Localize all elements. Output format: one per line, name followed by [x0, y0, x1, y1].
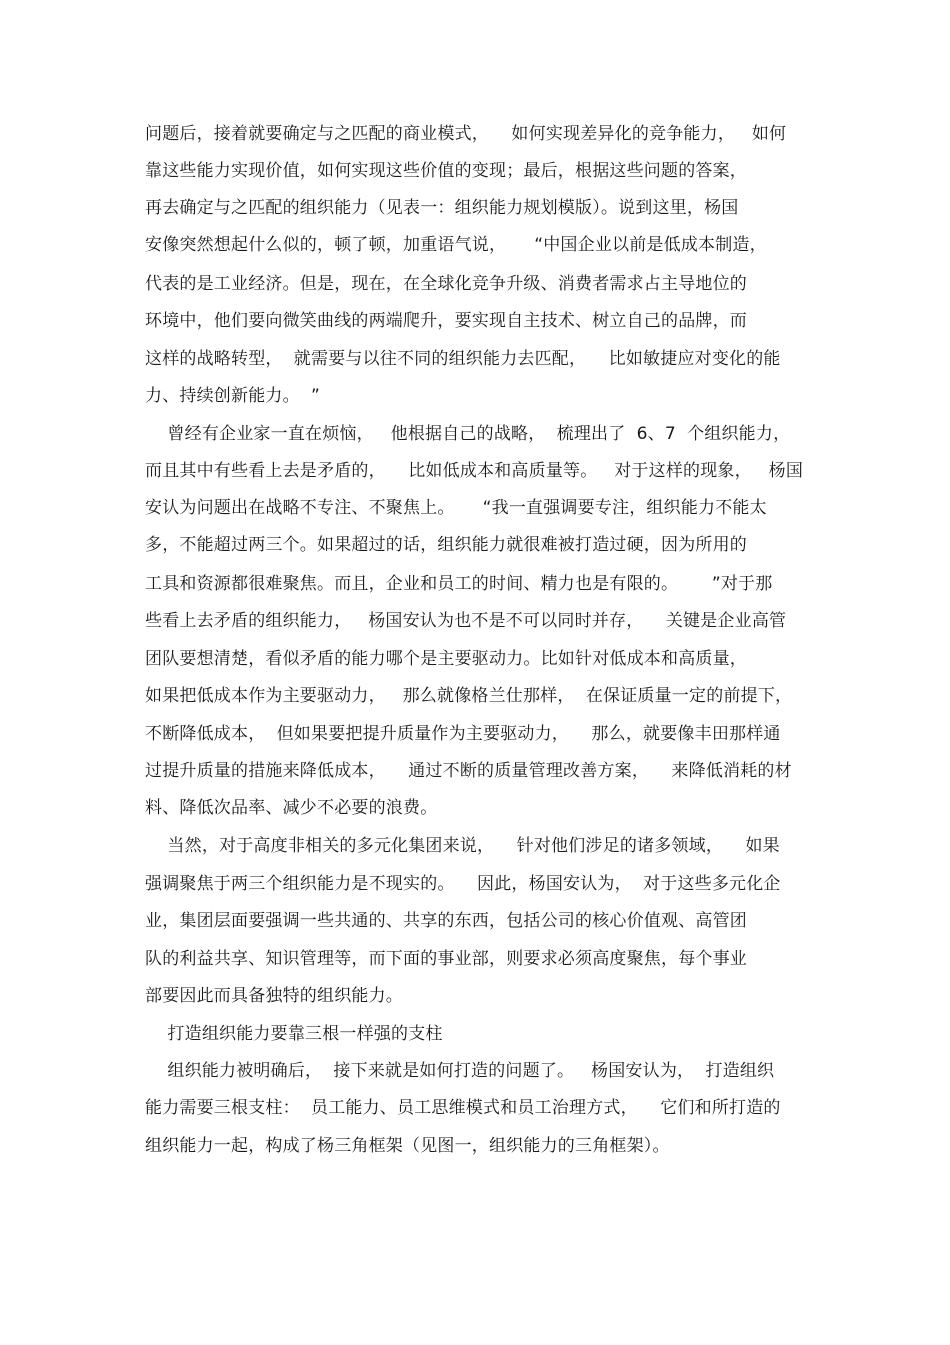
- text-line: 组织能力被明确后， 接下来就是如何打造的问题了。 杨国安认为， 打造组织: [145, 1061, 775, 1081]
- text-line: 安像突然想起什么似的，顿了顿，加重语气说， “中国企业以前是低成本制造，: [145, 235, 767, 255]
- text-line: 不断降低成本， 但如果要把提升质量作为主要驱动力， 那么，就要像丰田那样通: [145, 724, 781, 744]
- text-line: 靠这些能力实现价值，如何实现这些价值的变现；最后，根据这些问题的答案，: [145, 161, 747, 181]
- text-line: 队的利益共享、知识管理等，而下面的事业部，则要求必须高度聚焦，每个事业: [145, 949, 747, 969]
- text-line: 力、持续创新能力。 ”: [145, 386, 321, 406]
- text-line: 安认为问题出在战略不专注、不聚焦上。 “我一直强调要专注，组织能力不能太: [145, 498, 767, 518]
- text-line: 料、降低次品率、减少不必要的浪费。: [145, 798, 438, 818]
- text-line: 再去确定与之匹配的组织能力（见表一：组织能力规划模版）。说到这里，杨国: [145, 198, 739, 218]
- text-line: 代表的是工业经济。但是，现在，在全球化竞争升级、消费者需求占主导地位的: [145, 274, 747, 294]
- text-line: 些看上去矛盾的组织能力， 杨国安认为也不是不可以同时并存， 关键是企业高管: [145, 611, 787, 631]
- text-line: 团队要想清楚，看似矛盾的能力哪个是主要驱动力。比如针对低成本和高质量，: [145, 649, 747, 669]
- text-line: 如果把低成本作为主要驱动力， 那么就像格兰仕那样， 在保证质量一定的前提下，: [145, 686, 793, 706]
- text-line: 能力需要三根支柱： 员工能力、员工思维模式和员工治理方式， 它们和所打造的: [145, 1098, 781, 1118]
- text-line: 环境中，他们要向微笑曲线的两端爬升，要实现自主技术、树立自己的品牌，而: [145, 311, 747, 331]
- text-line: 而且其中有些看上去是矛盾的， 比如低成本和高质量等。 对于这样的现象， 杨国: [145, 461, 804, 481]
- text-line: 工具和资源都很难聚焦。而且，企业和员工的时间、精力也是有限的。 ”对于那: [145, 574, 773, 594]
- text-line: 当然，对于高度非相关的多元化集团来说， 针对他们涉足的诸多领域， 如果: [145, 836, 780, 856]
- text-line: 过提升质量的措施来降低成本， 通过不断的质量管理改善方案， 来降低消耗的材: [145, 761, 792, 781]
- text-line: 这样的战略转型， 就需要与以往不同的组织能力去匹配， 比如敏捷应对变化的能: [145, 349, 781, 369]
- text-line: 问题后，接着就要确定与之匹配的商业模式， 如何实现差异化的竞争能力， 如何: [145, 124, 787, 144]
- text-line: 部要因此而具备独特的组织能力。: [145, 986, 403, 1006]
- text-line: 曾经有企业家一直在烦恼， 他根据自己的战略， 梳理出了 6、7 个组织能力，: [145, 424, 791, 444]
- section-heading: 打造组织能力要靠三根一样强的支柱: [145, 1024, 443, 1044]
- text-line: 强调聚焦于两三个组织能力是不现实的。 因此，杨国安认为， 对于这些多元化企: [145, 874, 781, 894]
- text-line: 多，不能超过两三个。如果超过的话，组织能力就很难被打造过硬，因为所用的: [145, 535, 747, 555]
- text-line: 组织能力一起，构成了杨三角框架（见图一，组织能力的三角框架）。: [145, 1136, 670, 1156]
- text-line: 业，集团层面要强调一些共通的、共享的东西，包括公司的核心价值观、高管团: [145, 911, 747, 931]
